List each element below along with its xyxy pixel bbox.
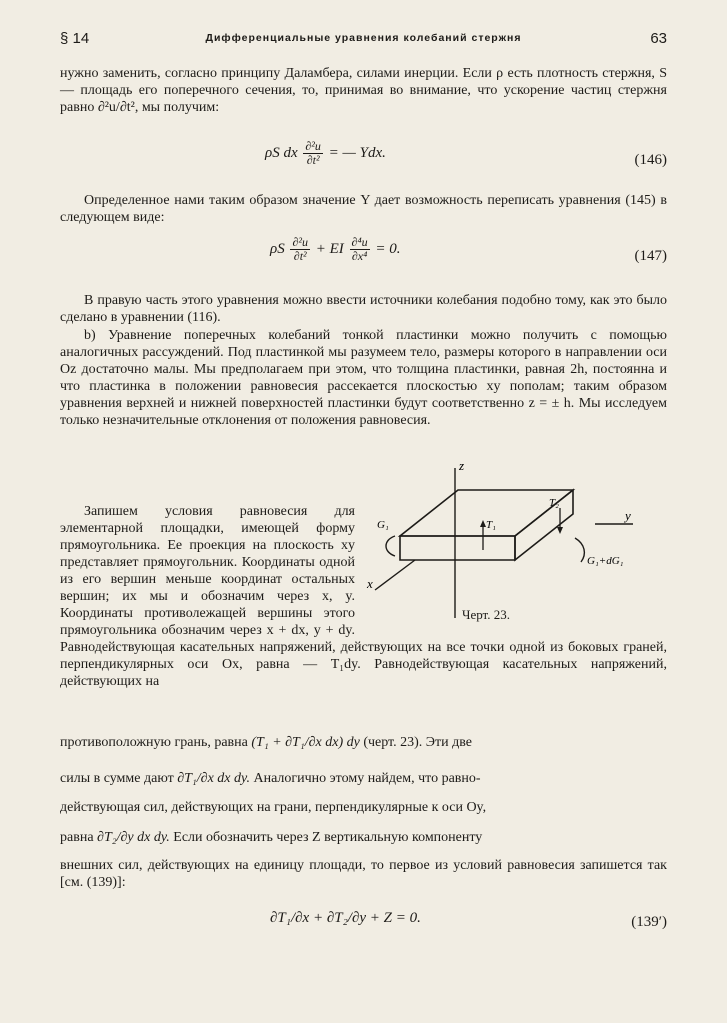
figure-caption: Черт. 23. [462,607,511,622]
label-G1dG1: G₁+dG₁ [587,555,624,567]
line-b: силы в сумме дают ∂T₁/∂x dx dy. Аналогично этому найдем, что равно- [60,771,481,786]
paragraph-5: Запишем условия равновесия для элементарной площадки, имеющей форму прямоугольника. Ее проекция на плоскость xy представляет прямоугольник. Координаты одной из его вершин меньше координат остальных вершин; их мы и обозначим через x, y. Координаты противолежащей вершины этого прямоугольника обозначим через x + dx, y + dy. Равнодействующая касательных напряжений, действующих на все точки одной из боковых граней, перпендикулярных оси Ox, равна — T₁dy. Равнодействующая касательных напряжений, действующих на [60,504,667,689]
running-title: Дифференциальные уравнения колебаний стержня [205,32,522,44]
line-a: противоположную грань, равна (T₁ + ∂T₁/∂x dx) dy (черт. 23). Эти две [60,735,473,750]
label-T1: T₁ [486,519,496,531]
label-T2: T₂ [549,497,559,509]
section-number: § 14 [60,30,90,47]
figure-23-plate-element [355,448,655,628]
paragraph-6: внешних сил, действующих на единицу площади, то первое из условий равновесия запишется так [см. (139)]: [60,858,667,890]
equation-147: ρS $\frac{\text{∂²u}}{\text{∂t²}}$ + EI $\frac{\text{∂⁴u}}{\text{∂x⁴}}$ = 0. (147) [270,235,667,264]
page-number: 63 [650,30,667,47]
G1dG1-moment-arc [575,538,584,562]
paragraph-1: нужно заменить, согласно принципу Даламбера, силами инерции. Если ρ есть плотность стержня, S — площадь его поперечного сечения, то, принимая во внимание, что ускорение частиц стержня равно ∂²u/∂t², мы получим: [60,66,667,115]
equation-146: ρS dx $\frac{\text{∂²u}}{\text{∂t²}}$ = — Ydx. (146) [265,139,667,168]
x-axis [375,560,415,590]
paragraph-3: В правую часть этого уравнения можно ввести источники колебания подобно тому, как это было сделано в уравнении (116). [60,293,667,325]
paragraph-2: Определенное нами таким образом значение Y дает возможность переписать уравнения (145) в следующем виде: [60,193,667,225]
running-header [60,30,667,52]
T2-arrowhead [557,527,563,534]
equation-label: (146) [634,152,667,168]
line-d: равна ∂T₂/∂y dx dy. Если обозначить через Z вертикальную компоненту [60,830,483,845]
label-y: y [625,508,631,523]
equation-139-prime: ∂T₁/∂x + ∂T₂/∂y + Z = 0. (139′) [270,910,667,930]
label-x: x [367,576,373,591]
paragraph-4a: b) Уравнение поперечных колебаний тонкой пластинки можно получить с помощью аналогичных рассуждений. Под пластинкой мы разумеем тело, размеры которого в направлении оси Oz достаточно малы. Мы предполагаем при этом, что толщина пластинки, равная 2h, постоянна и что пластинка в положении равновесия рассекается плоскостью xy пополам; таким образом уравнения верхней и нижней поверхностей пластинки будут соответственно z = ± h. Мы исследуем только незначительные отклонения от положения равновесия. [60,328,667,428]
G1-moment-arc [386,536,395,556]
label-z: z [459,458,465,473]
equation-label: (139′) [631,914,667,930]
plate-front-face [400,536,515,560]
label-G1: G₁ [377,519,389,531]
plate-side-face [515,490,573,560]
line-c: действующая сил, действующих на грани, перпендикулярные к оси Oy, [60,800,487,815]
equation-label: (147) [634,248,667,264]
